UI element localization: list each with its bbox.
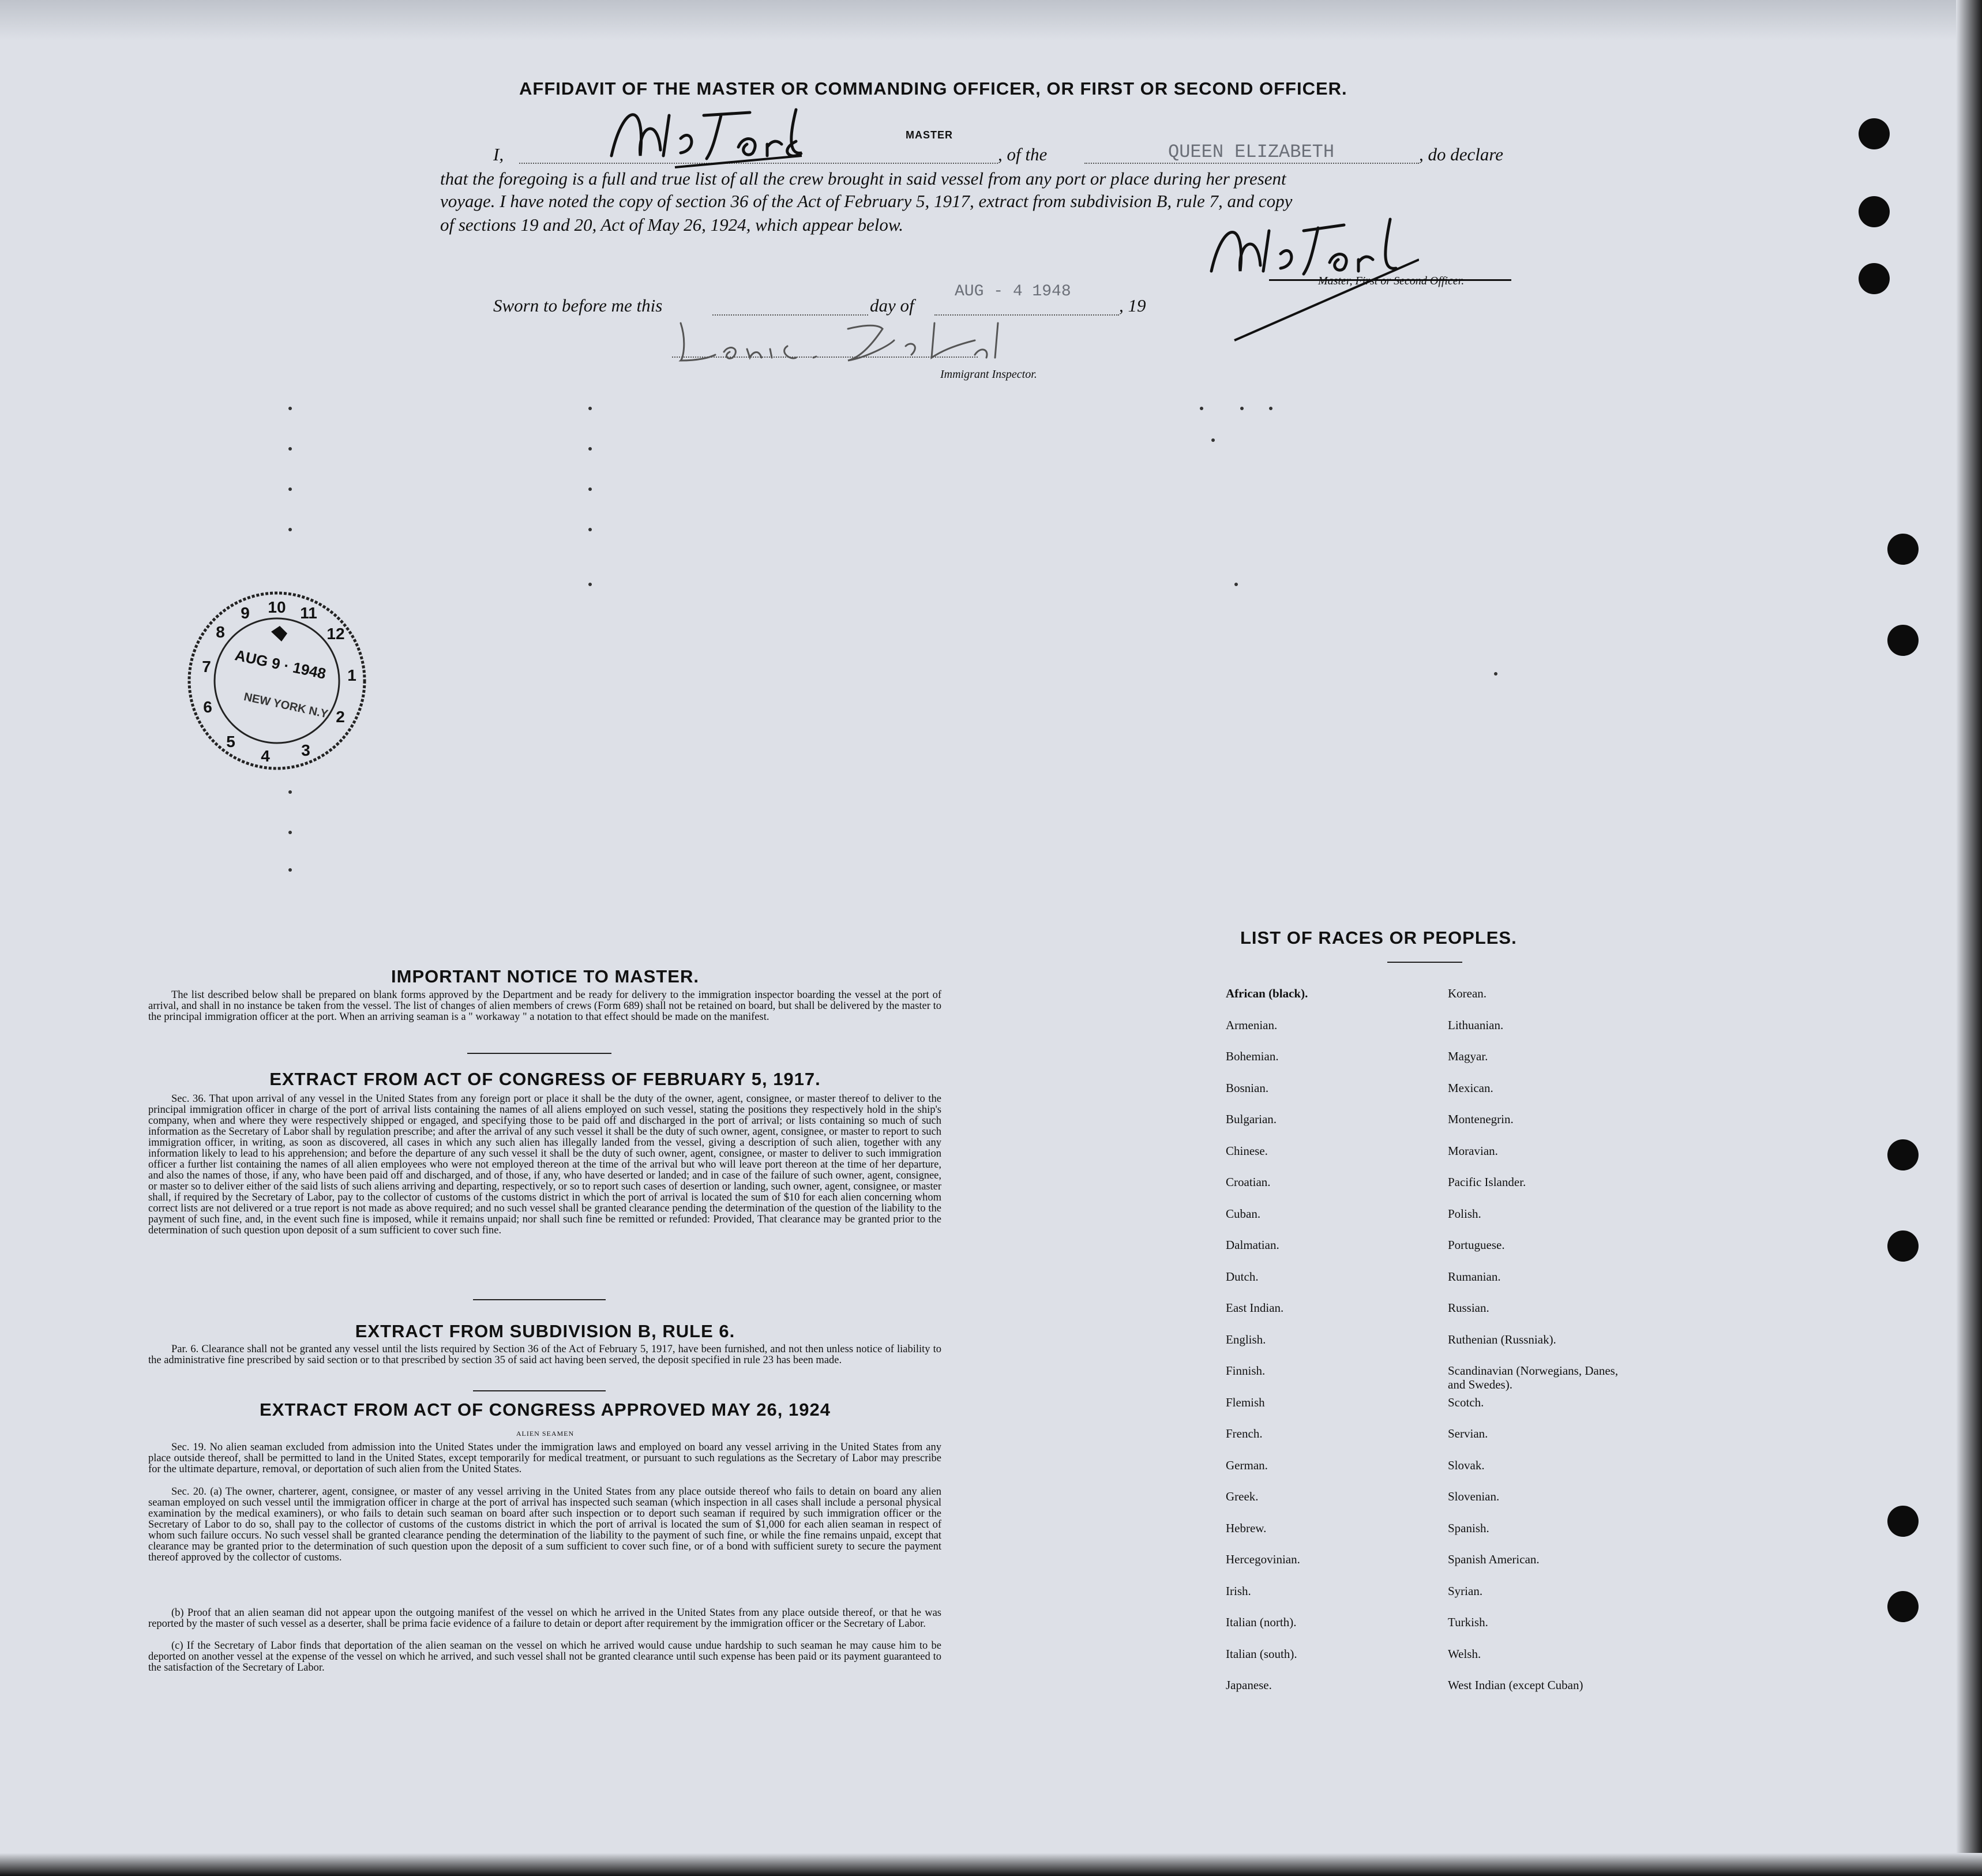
race-item: Japanese. xyxy=(1226,1678,1272,1692)
race-item: Pacific Islander. xyxy=(1448,1175,1526,1189)
binder-hole xyxy=(1887,1139,1919,1170)
race-item: African (black). xyxy=(1226,986,1308,1000)
inspector-signature-line xyxy=(672,357,978,358)
race-item: Slovenian. xyxy=(1448,1489,1500,1503)
race-item: Scandinavian (Norwegians, Danes, and Swedes). xyxy=(1448,1364,1619,1391)
mark xyxy=(288,868,292,872)
binder-hole xyxy=(1887,1230,1919,1262)
extract-1917-body: Sec. 36. That upon arrival of any vessel in the United States from any foreign port or place it shall be the duty of the owner, agent, consignee, or master thereof to deliver to the principal immigration officer in charge of the port of arrival lists containing the names of all aliens employed on such vessel, stating the positions they respectively hold in the ship's company, when and where they were respectively shipped or engaged, and specifying those to be paid off and discharged in the port of arrival; or lists containing so much of such information as the Secretary of Labor shall by regulation prescribe; and after the arrival of any such vessel it shall be the duty of such owner, agent, consignee, or master to report to such immigration officer, in writing, as soon as discovered, all cases in which any such alien has illegally landed from the vessel, giving a description of such alien, together with any information likely to lead to his apprehension; and before the departure of any such vessel it shall be the duty of such owner, agent, consignee, or master to deliver to such immigration officer a further list containing the names of all alien employees who were not employed thereon at the time of the arrival but who will leave port thereon at the time of her departure, and also the names of those, if any, who have been paid off and discharged, and of those, if any, who have deserted or landed; and in case of the failure of such owner, agent, consignee, or master so to deliver either of the said lists of such aliens arriving and departing, respectively, or so to report such cases of desertion or landing, such owner, agent, consignee, or master shall, if required by the Secretary of Labor, pay to the collector of customs of the customs district in which the port of arrival is located the sum of $10 for each alien concerning whom correct lists are not delivered or a true report is not made as above required; and no such vessel shall be granted clearance pending the determination of the question of the liability to the payment of such fine, and, in the event such fine is imposed, while it remains unpaid; nor shall such fine be remitted or refunded: Provided, That clearance may be granted prior to the determination of such question upon deposit of a sum sufficient to cover such fine. xyxy=(148,1093,941,1236)
mark xyxy=(588,528,592,531)
mark xyxy=(288,528,292,531)
mark xyxy=(588,447,592,451)
race-item: Dalmatian. xyxy=(1226,1238,1279,1252)
mark xyxy=(588,583,592,586)
do-declare-text: , do declare xyxy=(1419,144,1504,164)
of-the-text: , of the xyxy=(998,144,1048,164)
race-item: Armenian. xyxy=(1226,1018,1278,1032)
race-item: Montenegrin. xyxy=(1448,1112,1514,1126)
race-item: Portuguese. xyxy=(1448,1238,1505,1252)
mark xyxy=(1211,438,1215,442)
race-item: Greek. xyxy=(1226,1489,1259,1503)
race-item: Mexican. xyxy=(1448,1080,1493,1095)
race-item: Hercegovinian. xyxy=(1226,1552,1300,1566)
mark xyxy=(288,790,292,794)
divider xyxy=(467,1053,611,1054)
mark xyxy=(1200,407,1203,410)
year-prefix: , 19 xyxy=(1119,295,1146,316)
declarant-prefix: I, xyxy=(493,144,504,164)
race-item: Lithuanian. xyxy=(1448,1018,1504,1032)
extract-1924-subheading: ALIEN SEAMEN xyxy=(516,1429,575,1438)
race-item: Chinese. xyxy=(1226,1143,1268,1158)
mark xyxy=(1234,583,1238,586)
race-item: Spanish American. xyxy=(1448,1552,1540,1566)
binder-hole xyxy=(1859,196,1890,227)
extract-1917-heading: EXTRACT FROM ACT OF CONGRESS OF FEBRUARY 5, 1917. xyxy=(269,1069,821,1089)
stamp-numeral: 8 xyxy=(216,623,225,641)
race-item: German. xyxy=(1226,1458,1268,1472)
stamp-numeral: 1 xyxy=(347,666,356,684)
extract-1924-sec20a: Sec. 20. (a) The owner, charterer, agent, consignee, or master of any vessel arriving in the United States from any place outside thereof who fails to detain on board any alien seaman employed on such vessel until the immigration officer in charge at the port of arrival has inspected such seaman (which inspection in all cases shall include a personal physical examination by the medical examiners), or who fails to detain such seaman on board after such inspection or to deport such seaman if required by such immigration officer or the Secretary of Labor to do so, shall pay to the collector of customs of the customs district in which the port of arrival is located the sum of $1,000 for each alien seaman in respect of whom such failure occurs. No such vessel shall be granted clearance pending the determination of the liability to the payment of such fine, or while the fine remains unpaid, except that clearance may be granted prior to the determination of such question upon the deposit of a sum sufficient to cover such fine, or of a bond with sufficient surety to secure the payment thereof approved by the collector of customs. xyxy=(148,1486,941,1563)
race-item: Syrian. xyxy=(1448,1584,1483,1598)
officer-label: Master, First or Second Officer. xyxy=(1318,275,1465,287)
mark xyxy=(288,447,292,451)
race-item: Polish. xyxy=(1448,1206,1481,1221)
extract-1924-heading: EXTRACT FROM ACT OF CONGRESS APPROVED MAY 26, 1924 xyxy=(260,1400,831,1420)
postmark-stamp xyxy=(185,588,369,773)
binder-hole xyxy=(1887,625,1919,656)
divider xyxy=(473,1299,606,1300)
race-item: Hebrew. xyxy=(1226,1521,1267,1535)
mark xyxy=(288,407,292,410)
race-item: Dutch. xyxy=(1226,1269,1259,1284)
stamp-numeral: 10 xyxy=(268,598,286,616)
race-item: Croatian. xyxy=(1226,1175,1271,1189)
race-item: Bulgarian. xyxy=(1226,1112,1277,1126)
race-item: English. xyxy=(1226,1332,1266,1346)
race-item: Finnish. xyxy=(1226,1364,1266,1378)
race-item: Slovak. xyxy=(1448,1458,1485,1472)
mark xyxy=(288,831,292,834)
race-item: Turkish. xyxy=(1448,1615,1488,1629)
stamp-numeral: 3 xyxy=(301,741,310,759)
binder-hole xyxy=(1887,1591,1919,1622)
inspector-label: Immigrant Inspector. xyxy=(940,368,1037,381)
race-item: Ruthenian (Russniak). xyxy=(1448,1332,1556,1346)
race-item: Welsh. xyxy=(1448,1646,1481,1661)
binder-hole xyxy=(1887,1506,1919,1537)
race-item: Korean. xyxy=(1448,986,1487,1000)
race-item: Spanish. xyxy=(1448,1521,1489,1535)
mark xyxy=(1269,407,1272,410)
binder-hole xyxy=(1859,118,1890,149)
stamp-numeral: 6 xyxy=(203,698,212,716)
divider xyxy=(1387,962,1462,963)
mark xyxy=(588,487,592,491)
divider xyxy=(473,1390,606,1391)
notice-body: The list described below shall be prepared on blank forms approved by the Department and be ready for delivery to the immigration inspector boarding the vessel at the port of arrival, and shall in no instance be taken from the vessel. The list of changes of alien members of crews (Form 689) shall not be retained on board, but shall be delivered by the master to the principal immigration officer at the port. When an arriving seaman is a " workaway " a notation to that effect should be made on the manifest. xyxy=(148,989,941,1023)
race-item: Italian (south). xyxy=(1226,1646,1297,1661)
race-item: East Indian. xyxy=(1226,1301,1284,1315)
affidavit-line-2: that the foregoing is a full and true list of all the crew brought in said vessel from any port or place during her present xyxy=(440,168,1286,189)
affidavit-line-4: of sections 19 and 20, Act of May 26, 1924, which appear below. xyxy=(440,215,904,235)
affidavit-title: AFFIDAVIT OF THE MASTER OR COMMANDING OFFICER, OR FIRST OR SECOND OFFICER. xyxy=(519,78,1347,99)
extract-1924-sec20c: (c) If the Secretary of Labor finds that deportation of the alien seaman on the vessel on which he arrived would cause undue hardship to such seaman he may cause him to be deported on another vessel at the expense of the vessel on which he arrived, and such vessel shall not be granted clearance until such expense has been paid or its payment guaranteed to the satisfaction of the Secretary of Labor. xyxy=(148,1640,941,1674)
races-heading: LIST OF RACES OR PEOPLES. xyxy=(1240,928,1517,948)
stamp-numeral: 11 xyxy=(300,604,317,622)
mark xyxy=(288,487,292,491)
stamp-numeral: 9 xyxy=(241,604,250,622)
paper-top-edge xyxy=(0,0,1982,40)
inspector-signature xyxy=(675,312,1009,369)
race-item: Scotch. xyxy=(1448,1395,1484,1409)
race-item: Rumanian. xyxy=(1448,1269,1501,1284)
paper-bottom-edge xyxy=(0,1853,1982,1876)
stamp-numeral: 4 xyxy=(261,747,270,765)
vessel-name: QUEEN ELIZABETH xyxy=(1168,141,1335,163)
stamp-date: AUG 9 · 1948 xyxy=(233,646,328,683)
mark xyxy=(1240,407,1244,410)
stamp-numeral: 2 xyxy=(336,708,345,726)
rule6-heading: EXTRACT FROM SUBDIVISION B, RULE 6. xyxy=(355,1321,735,1341)
extract-1924-sec20b: (b) Proof that an alien seaman did not appear upon the outgoing manifest of the vessel on which he arrived in the United States from any place outside thereof, or that he was reported by the master of such vessel as a deserter, shall be prima facie evidence of a failure to detain or deport after requirement by the immigration officer or the Secretary of Labor. xyxy=(148,1607,941,1630)
race-item: Irish. xyxy=(1226,1584,1251,1598)
race-item: Bosnian. xyxy=(1226,1080,1269,1095)
affidavit-line-3: voyage. I have noted the copy of section 36 of the Act of February 5, 1917, extract from subdivision B, rule 7, and copy xyxy=(440,191,1293,211)
race-item: Flemish xyxy=(1226,1395,1265,1409)
stamp-place: NEW YORK N.Y. xyxy=(242,690,331,722)
mark xyxy=(588,407,592,410)
binder-hole xyxy=(1859,263,1890,294)
binder-hole xyxy=(1887,534,1919,565)
race-item: Cuban. xyxy=(1226,1206,1261,1221)
race-item: Bohemian. xyxy=(1226,1049,1279,1063)
master-role-label: MASTER xyxy=(906,129,953,141)
sworn-prefix: Sworn to before me this xyxy=(493,295,663,316)
day-of-text: day of xyxy=(870,295,914,316)
race-item: West Indian (except Cuban) xyxy=(1448,1678,1583,1692)
race-item: Russian. xyxy=(1448,1301,1489,1315)
stamp-numeral: 7 xyxy=(202,658,211,676)
extract-1924-sec19: Sec. 19. No alien seaman excluded from admission into the United States under the immigration laws and employed on board any vessel arriving in the United States from any place outside thereof, shall be permitted to land in the United States, except temporarily for medical treatment, or pursuant to such regulations as the Secretary of Labor may prescribe for the ultimate departure, removal, or deportation of such alien from the United States. xyxy=(148,1442,941,1475)
paper-right-edge xyxy=(1956,0,1982,1876)
race-item: Moravian. xyxy=(1448,1143,1498,1158)
rule6-body: Par. 6. Clearance shall not be granted any vessel until the lists required by Section 36 of the Act of February 5, 1917, have been furnished, and not then unless notice of liability to the administrative fine prescribed by said section or to that prescribed by section 35 of said act having been served, the deposit specified in rule 23 has been made. xyxy=(148,1344,941,1366)
stamp-numeral: 12 xyxy=(326,625,345,643)
race-item: Italian (north). xyxy=(1226,1615,1297,1629)
race-item: French. xyxy=(1226,1427,1263,1440)
mark xyxy=(1494,672,1497,676)
race-item: Magyar. xyxy=(1448,1049,1488,1063)
stamp-numeral: 5 xyxy=(226,733,235,751)
sworn-date-stamp: AUG - 4 1948 xyxy=(955,283,1071,301)
notice-heading: IMPORTANT NOTICE TO MASTER. xyxy=(391,966,699,986)
race-item: Servian. xyxy=(1448,1427,1488,1440)
master-signature xyxy=(606,92,825,173)
